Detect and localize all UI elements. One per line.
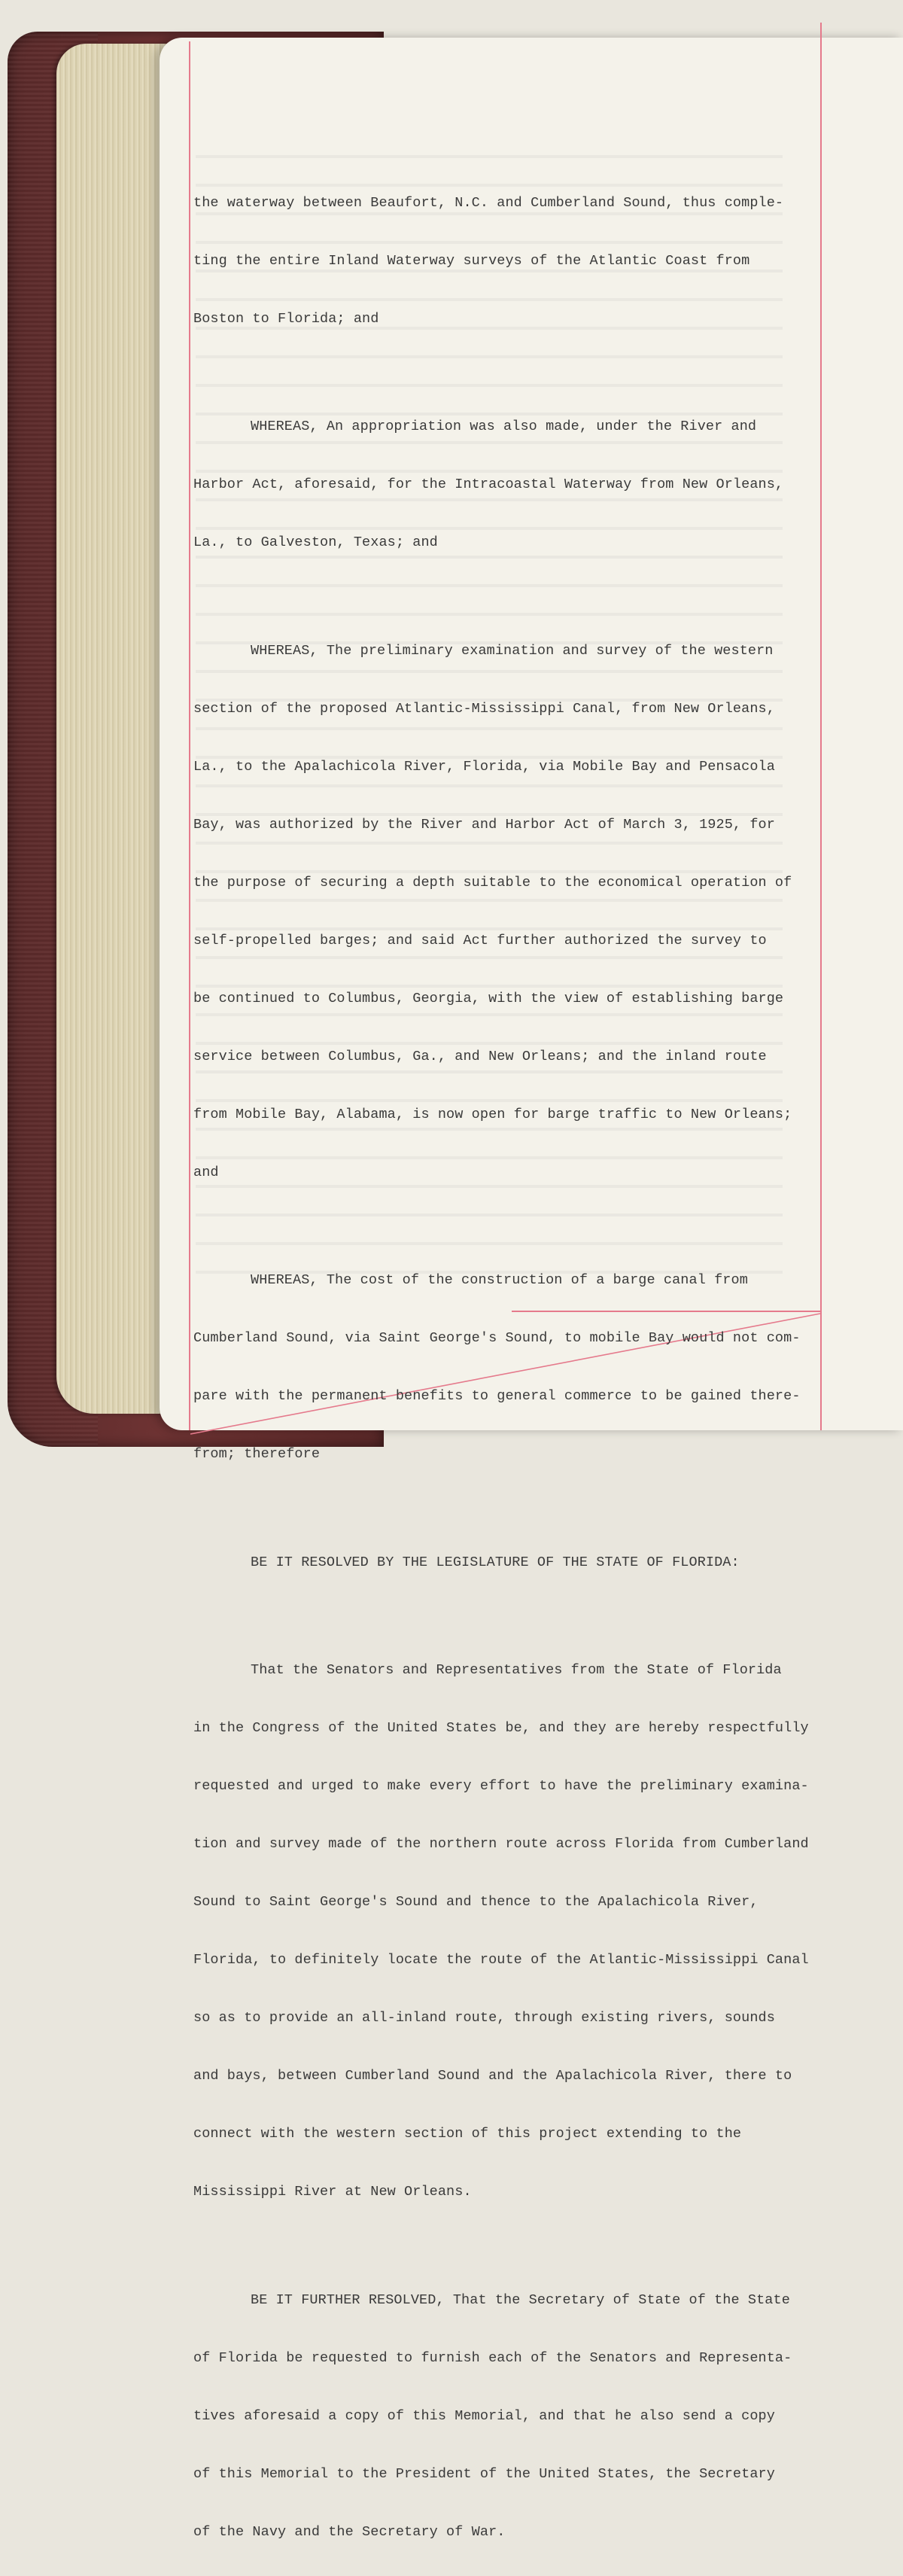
end-rule	[512, 1311, 820, 1312]
paragraph-3	[193, 607, 822, 1216]
text-line: service between Columbus, Ga., and New Orleans; and the inland route	[193, 1048, 767, 1064]
text-line: BE IT FURTHER RESOLVED, That the Secretary of State of the State	[251, 2291, 790, 2308]
paragraph-7	[193, 2257, 822, 2576]
text-line: from; therefore	[193, 1446, 321, 1462]
text-line: pare with the permanent benefits to general commerce to be gained there-	[193, 1388, 801, 1404]
text-line: self-propelled barges; and said Act further authorized the survey to	[193, 932, 767, 948]
text-line: the waterway between Beaufort, N.C. and Cumberland Sound, thus comple-	[193, 194, 784, 211]
text-line: and	[193, 1164, 219, 1180]
resolution-heading	[193, 1519, 822, 1606]
text-line: connect with the western section of this project extending to the	[193, 2126, 742, 2142]
text-line: Harbor Act, aforesaid, for the Intracoastal Waterway from New Orleans,	[193, 477, 784, 492]
paragraph-2	[193, 384, 822, 587]
text-line: WHEREAS, An appropriation was also made, under the River and	[251, 419, 757, 434]
text-line: La., to the Apalachicola River, Florida, via Mobile Bay and Pensacola	[193, 758, 775, 775]
text-line: WHEREAS, The preliminary examination and survey of the western	[251, 642, 774, 659]
text-line: from Mobile Bay, Alabama, is now open for barge traffic to New Orleans;	[193, 1106, 792, 1122]
text-line: tives aforesaid a copy of this Memorial, and that he also send a copy	[193, 2407, 775, 2424]
text-line: Cumberland Sound, via Saint George's Sound, to mobile Bay would not com-	[193, 1330, 801, 1346]
text-line: tion and survey made of the northern route across Florida from Cumberland	[193, 1836, 809, 1852]
text-line: of the Navy and the Secretary of War.	[193, 2523, 506, 2540]
text-line: of this Memorial to the President of the United States, the Secretary	[193, 2465, 775, 2482]
text-line: requested and urged to make every effort to have the preliminary examina-	[193, 1778, 809, 1794]
text-line: That the Senators and Representatives from the State of Florida	[251, 1662, 782, 1678]
text-line: ting the entire Inland Waterway surveys of the Atlantic Coast from	[193, 252, 750, 269]
text-line: in the Congress of the United States be, and they are hereby respectfully	[193, 1720, 809, 1736]
text-line: and bays, between Cumberland Sound and the Apalachicola River, there to	[193, 2068, 792, 2084]
paragraph-1	[193, 160, 822, 363]
text-line: Bay, was authorized by the River and Harbor Act of March 3, 1925, for	[193, 816, 775, 833]
text-line: Sound to Saint George's Sound and thence to the Apalachicola River,	[193, 1894, 759, 1910]
paragraph-6	[193, 1628, 822, 2236]
text-line: so as to provide an all-inland route, through existing rivers, sounds	[193, 2010, 775, 2026]
text-line: section of the proposed Atlantic-Mississippi Canal, from New Orleans,	[193, 700, 775, 717]
memorial-text	[193, 160, 822, 2576]
text-line: La., to Galveston, Texas; and	[193, 534, 438, 550]
text-line: BE IT RESOLVED BY THE LEGISLATURE OF THE STATE OF FLORIDA:	[251, 1554, 740, 1570]
text-line: the purpose of securing a depth suitable to the economical operation of	[193, 874, 792, 891]
text-line: WHEREAS, The cost of the construction of a barge canal from	[251, 1272, 748, 1288]
text-line: of Florida be requested to furnish each of the Senators and Representa-	[193, 2349, 792, 2366]
text-line: Boston to Florida; and	[193, 310, 379, 327]
text-line: be continued to Columbus, Georgia, with the view of establishing barge	[193, 990, 784, 1006]
paragraph-4	[193, 1238, 822, 1499]
text-line: Mississippi River at New Orleans.	[193, 2184, 472, 2200]
text-line: Florida, to definitely locate the route of the Atlantic-Mississippi Canal	[193, 1952, 809, 1968]
